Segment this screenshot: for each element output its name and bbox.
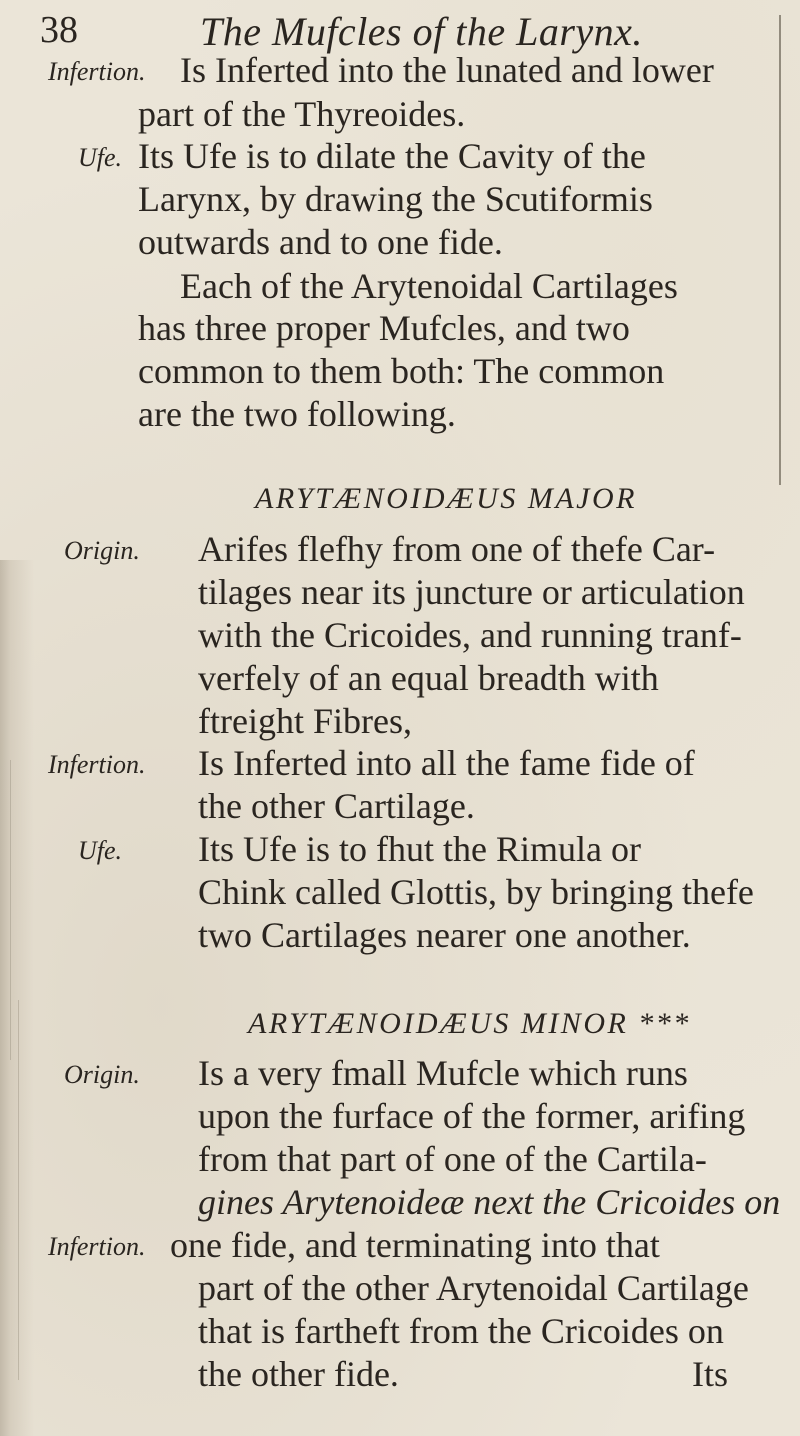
- margin-note: Infertion.: [48, 1232, 146, 1261]
- text-line: tilages near its juncture or articulation: [198, 572, 745, 612]
- text-line: verfely of an equal breadth with: [198, 658, 659, 698]
- text-line: has three proper Mufcles, and two: [138, 308, 630, 348]
- text-line: are the two following.: [138, 394, 456, 434]
- text-line: Arifes flefhy from one of thefe Car-: [198, 529, 716, 569]
- text-line: the other fide.: [198, 1354, 399, 1394]
- section-heading: ARYTÆNOIDÆUS MINOR ***: [248, 1007, 691, 1040]
- text-line: with the Cricoides, and running tranf-: [198, 615, 742, 655]
- text-line: from that part of one of the Cartila-: [198, 1139, 707, 1179]
- text-line: one fide, and terminating into that: [170, 1225, 660, 1265]
- text-line: upon the furface of the former, arifing: [198, 1096, 746, 1136]
- text-line: Its Ufe is to dilate the Cavity of the: [138, 136, 646, 176]
- text-line: Is Inferted into all the fame fide of: [198, 743, 695, 783]
- page-edge-line: [18, 1000, 19, 1380]
- margin-note: Infertion.: [48, 750, 146, 779]
- text-line: Is Inferted into the lunated and lower: [180, 50, 714, 90]
- section-heading: ARYTÆNOIDÆUS MAJOR: [255, 482, 637, 515]
- catchword: Its: [692, 1354, 728, 1394]
- running-title: The Mufcles of the Larynx.: [200, 9, 643, 54]
- text-line: ftreight Fibres,: [198, 701, 412, 741]
- text-line: part of the other Arytenoidal Cartilage: [198, 1268, 749, 1308]
- margin-note: Origin.: [64, 1060, 140, 1089]
- text-line: two Cartilages nearer one another.: [198, 915, 691, 955]
- text-line: Its Ufe is to fhut the Rimula or: [198, 829, 641, 869]
- text-line: outwards and to one fide.: [138, 222, 503, 262]
- page-number: 38: [40, 9, 78, 51]
- margin-note: Ufe.: [78, 836, 123, 865]
- text-line: Each of the Arytenoidal Cartilages: [180, 266, 678, 306]
- text-line: gines Arytenoideæ next the Cricoides on: [198, 1182, 781, 1222]
- text-line: the other Cartilage.: [198, 786, 475, 826]
- page-fold-rule: [779, 15, 781, 485]
- text-line: that is fartheft from the Cricoides on: [198, 1311, 724, 1351]
- text-line: Chink called Glottis, by bringing thefe: [198, 872, 754, 912]
- margin-note: Origin.: [64, 536, 140, 565]
- margin-note: Ufe.: [78, 143, 123, 172]
- text-line: Larynx, by drawing the Scutiformis: [138, 179, 653, 219]
- text-line: Is a very fmall Mufcle which runs: [198, 1053, 688, 1093]
- page-edge-shadow: [0, 560, 34, 1436]
- page-edge-line: [10, 760, 11, 1060]
- text-line: part of the Thyreoides.: [138, 94, 466, 134]
- text-line: common to them both: The common: [138, 351, 665, 391]
- margin-note: Infertion.: [48, 57, 146, 86]
